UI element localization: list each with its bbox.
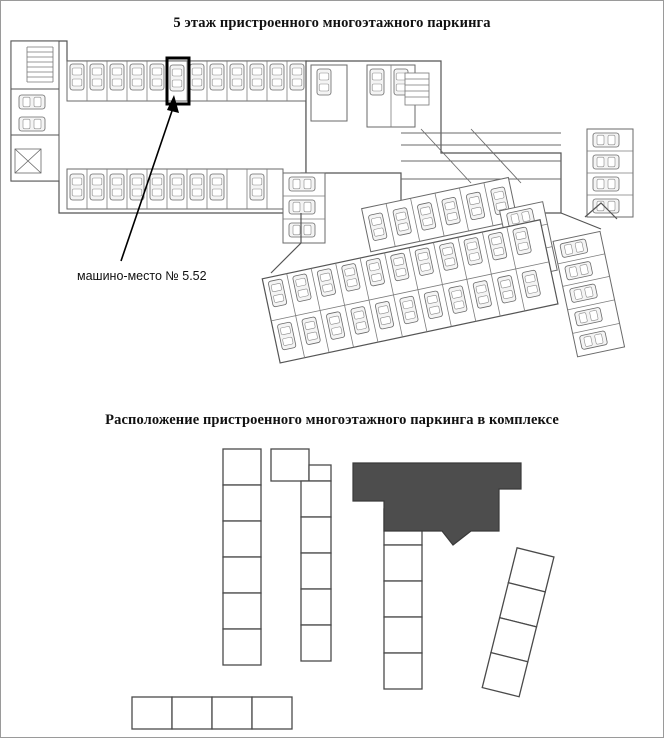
parking-column-mid-left bbox=[283, 173, 325, 243]
parking-row-top bbox=[67, 61, 306, 101]
building-bottom-row bbox=[132, 697, 292, 729]
complex-layout-drawing bbox=[1, 433, 664, 739]
building-left-column bbox=[223, 449, 261, 665]
building-right-diagonal bbox=[482, 548, 554, 697]
callout-label: машино-место № 5.52 bbox=[77, 269, 207, 283]
highlighted-parking-building[interactable] bbox=[353, 463, 521, 545]
building-center-column bbox=[384, 509, 422, 689]
page-title-floor-plan: 5 этаж пристроенного многоэтажного паркинга bbox=[173, 15, 491, 31]
page-title-complex-layout: Расположение пристроенного многоэтажного паркинга в комплексе bbox=[105, 412, 559, 428]
parking-column-right-upper bbox=[587, 129, 633, 217]
floor-plan-drawing bbox=[1, 33, 664, 403]
building-second-column bbox=[271, 449, 331, 661]
parking-row-second bbox=[67, 169, 283, 209]
parking-column-right-lower bbox=[553, 231, 624, 356]
ramp-core bbox=[306, 61, 561, 213]
